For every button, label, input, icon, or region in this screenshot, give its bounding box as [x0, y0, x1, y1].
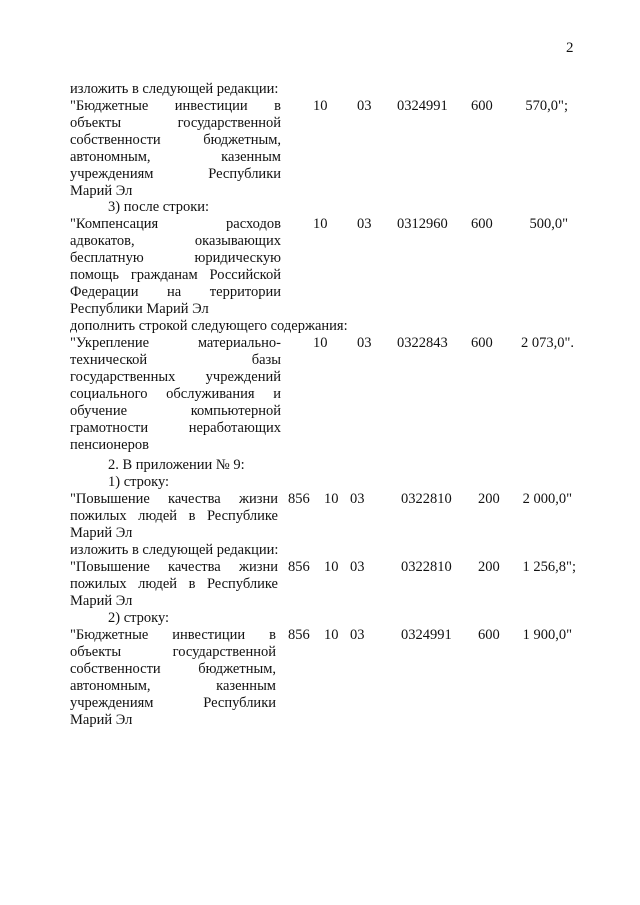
- table-row-name: "Повышение качества жизни пожилых людей в Республике Марий Эл: [70, 491, 278, 541]
- sum-cell: 2 073,0".: [520, 335, 574, 351]
- vr-cell: 200: [478, 559, 500, 575]
- intro-text: изложить в следующей редакции:: [70, 542, 279, 558]
- csr-cell: 0312960: [397, 216, 448, 232]
- csr-cell: 0322810: [401, 559, 452, 575]
- page-number: 2: [566, 40, 574, 56]
- table-row-name: "Повышение качества жизни пожилых людей в Республике Марий Эл: [70, 559, 278, 609]
- pr-cell: 03: [350, 559, 365, 575]
- item-2-2-text: 2) строку:: [108, 610, 170, 626]
- pr-cell: 03: [357, 216, 372, 232]
- pr-cell: 03: [350, 627, 365, 643]
- table-row-name: "Компенсация расходов адвокатов, оказывающих бесплатную юридическую помощь гражданам Российской Федерации на территории Республики Марий Эл: [70, 216, 281, 317]
- pr-cell: 03: [357, 335, 372, 351]
- item-3-text: 3) после строки:: [108, 199, 210, 215]
- intro-text: изложить в следующей редакции:: [70, 81, 279, 97]
- csr-cell: 0322810: [401, 491, 452, 507]
- rz-cell: 10: [313, 335, 328, 351]
- rz-cell: 10: [313, 98, 328, 114]
- item-2-1-text: 1) строку:: [108, 474, 170, 490]
- intro-text: дополнить строкой следующего содержания:: [70, 318, 348, 334]
- grbs-cell: 856: [288, 627, 310, 643]
- rz-cell: 10: [324, 491, 339, 507]
- sum-cell: 2 000,0": [522, 491, 572, 507]
- csr-cell: 0322843: [397, 335, 448, 351]
- vr-cell: 600: [478, 627, 500, 643]
- sum-cell: 1 256,8";: [522, 559, 576, 575]
- csr-cell: 0324991: [401, 627, 452, 643]
- rz-cell: 10: [313, 216, 328, 232]
- item-2-text: 2. В приложении № 9:: [108, 457, 245, 473]
- vr-cell: 600: [471, 216, 493, 232]
- grbs-cell: 856: [288, 491, 310, 507]
- rz-cell: 10: [324, 627, 339, 643]
- sum-cell: 500,0": [529, 216, 568, 232]
- vr-cell: 200: [478, 491, 500, 507]
- table-row-name: "Укрепление материально- технической базы государственных учреждений социального обслуживания и обучение компьютерной грамотности неработающих пенсионеров: [70, 335, 281, 453]
- pr-cell: 03: [357, 98, 372, 114]
- table-row-name: "Бюджетные инвестиции в объекты государственной собственности бюджетным, автономным, казенным учреждениям Республики Марий Эл: [70, 98, 281, 199]
- rz-cell: 10: [324, 559, 339, 575]
- sum-cell: 570,0";: [525, 98, 568, 114]
- sum-cell: 1 900,0": [522, 627, 572, 643]
- grbs-cell: 856: [288, 559, 310, 575]
- table-row-name: "Бюджетные инвестиции в объекты государственной собственности бюджетным, автономным, казенным учреждениям Республики Марий Эл: [70, 627, 276, 728]
- vr-cell: 600: [471, 335, 493, 351]
- csr-cell: 0324991: [397, 98, 448, 114]
- vr-cell: 600: [471, 98, 493, 114]
- pr-cell: 03: [350, 491, 365, 507]
